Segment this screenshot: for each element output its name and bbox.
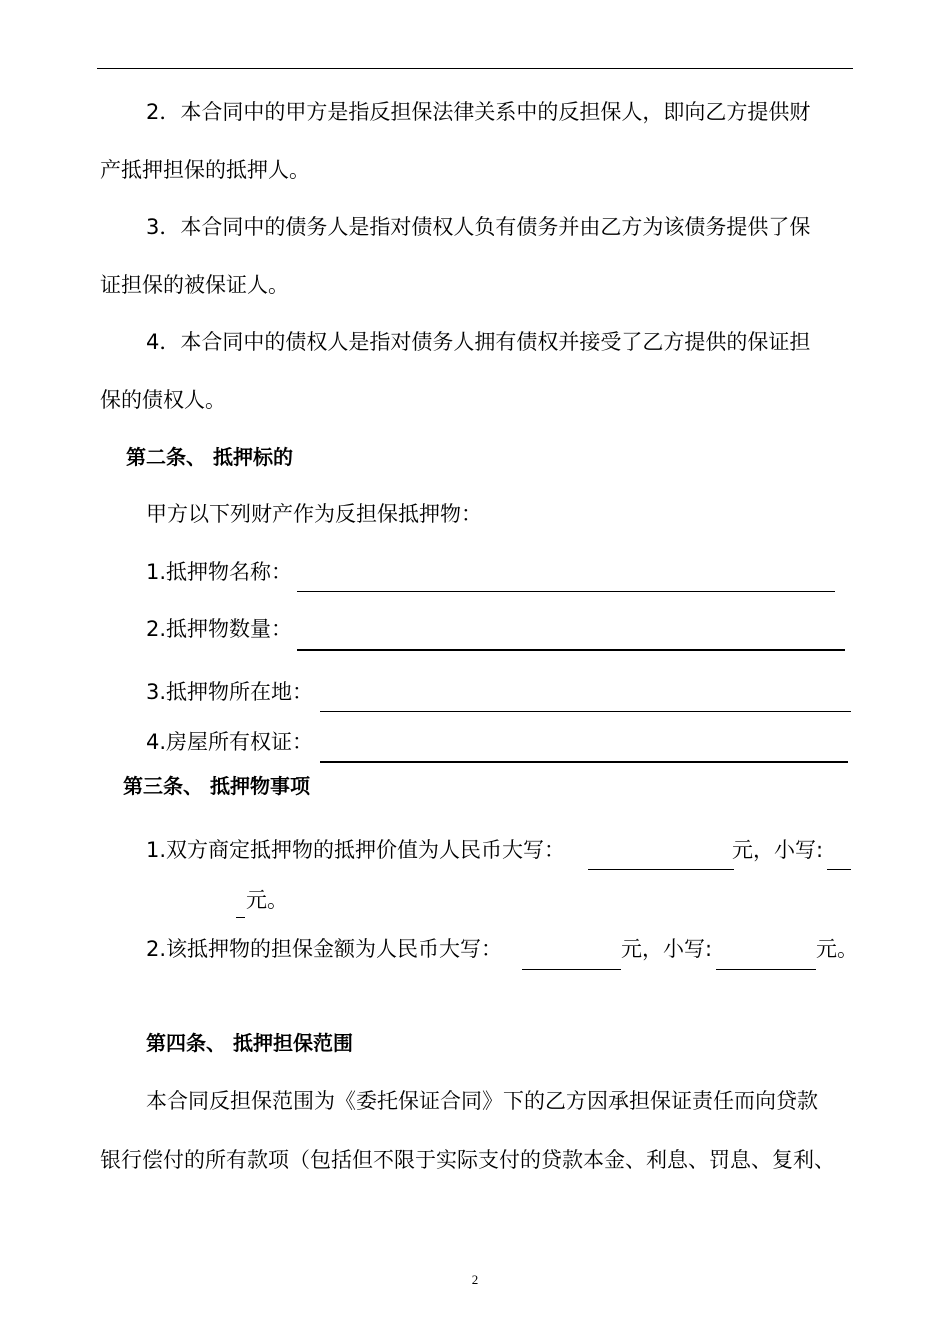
paragraph-3-line-2: 证担保的被保证人。 bbox=[100, 273, 289, 297]
item-1-lowercase-blank bbox=[827, 869, 851, 870]
paragraph-2-line-2: 产抵押担保的抵押人。 bbox=[100, 158, 310, 182]
item-2-uppercase-blank bbox=[522, 969, 621, 970]
header-rule bbox=[97, 68, 853, 69]
article-4-line-1: 本合同反担保范围为《委托保证合同》下的乙方因承担保证责任而向贷款 bbox=[146, 1089, 818, 1113]
item-2-yuan-label: 元，小写: bbox=[621, 937, 713, 961]
paragraph-2-line-1: 2．本合同中的甲方是指反担保法律关系中的反担保人，即向乙方提供财 bbox=[146, 100, 811, 124]
article-4-heading: 第四条、 抵押担保范围 bbox=[146, 1031, 353, 1055]
item-2-end: 元。 bbox=[816, 937, 858, 961]
article-3-heading: 第三条、 抵押物事项 bbox=[123, 774, 310, 798]
item-1-text: 1.双方商定抵押物的抵押价值为人民币大写： bbox=[146, 838, 566, 862]
item-1-end: 元。 bbox=[246, 888, 288, 912]
item-1-uppercase-blank bbox=[588, 869, 734, 870]
item-2-text: 2.该抵押物的担保金额为人民币大写： bbox=[146, 937, 503, 961]
item-1-yuan-label: 元，小写: bbox=[732, 838, 824, 862]
paragraph-3-line-1: 3．本合同中的债务人是指对债权人负有债务并由乙方为该债务提供了保 bbox=[146, 215, 811, 239]
item-1-lowercase-blank-cont bbox=[236, 917, 245, 918]
property-certificate-label: 4.房屋所有权证： bbox=[146, 730, 314, 754]
article-2-intro: 甲方以下列财产作为反担保抵押物： bbox=[146, 502, 482, 526]
collateral-location-label: 3.抵押物所在地： bbox=[146, 680, 314, 704]
collateral-quantity-label: 2.抵押物数量： bbox=[146, 617, 293, 641]
article-2-heading: 第二条、 抵押标的 bbox=[126, 445, 293, 469]
paragraph-4-line-1: 4．本合同中的债权人是指对债务人拥有债权并接受了乙方提供的保证担 bbox=[146, 330, 811, 354]
article-4-line-2: 银行偿付的所有款项（包括但不限于实际支付的贷款本金、利息、罚息、复利、 bbox=[100, 1148, 835, 1172]
collateral-name-label: 1.抵押物名称： bbox=[146, 560, 293, 584]
property-certificate-blank bbox=[320, 761, 848, 763]
paragraph-4-line-2: 保的债权人。 bbox=[100, 388, 226, 412]
collateral-quantity-blank bbox=[297, 649, 845, 651]
item-2-lowercase-blank bbox=[716, 969, 816, 970]
page-number: 2 bbox=[471, 1272, 479, 1287]
collateral-name-blank bbox=[297, 591, 835, 592]
collateral-location-blank bbox=[320, 711, 851, 712]
